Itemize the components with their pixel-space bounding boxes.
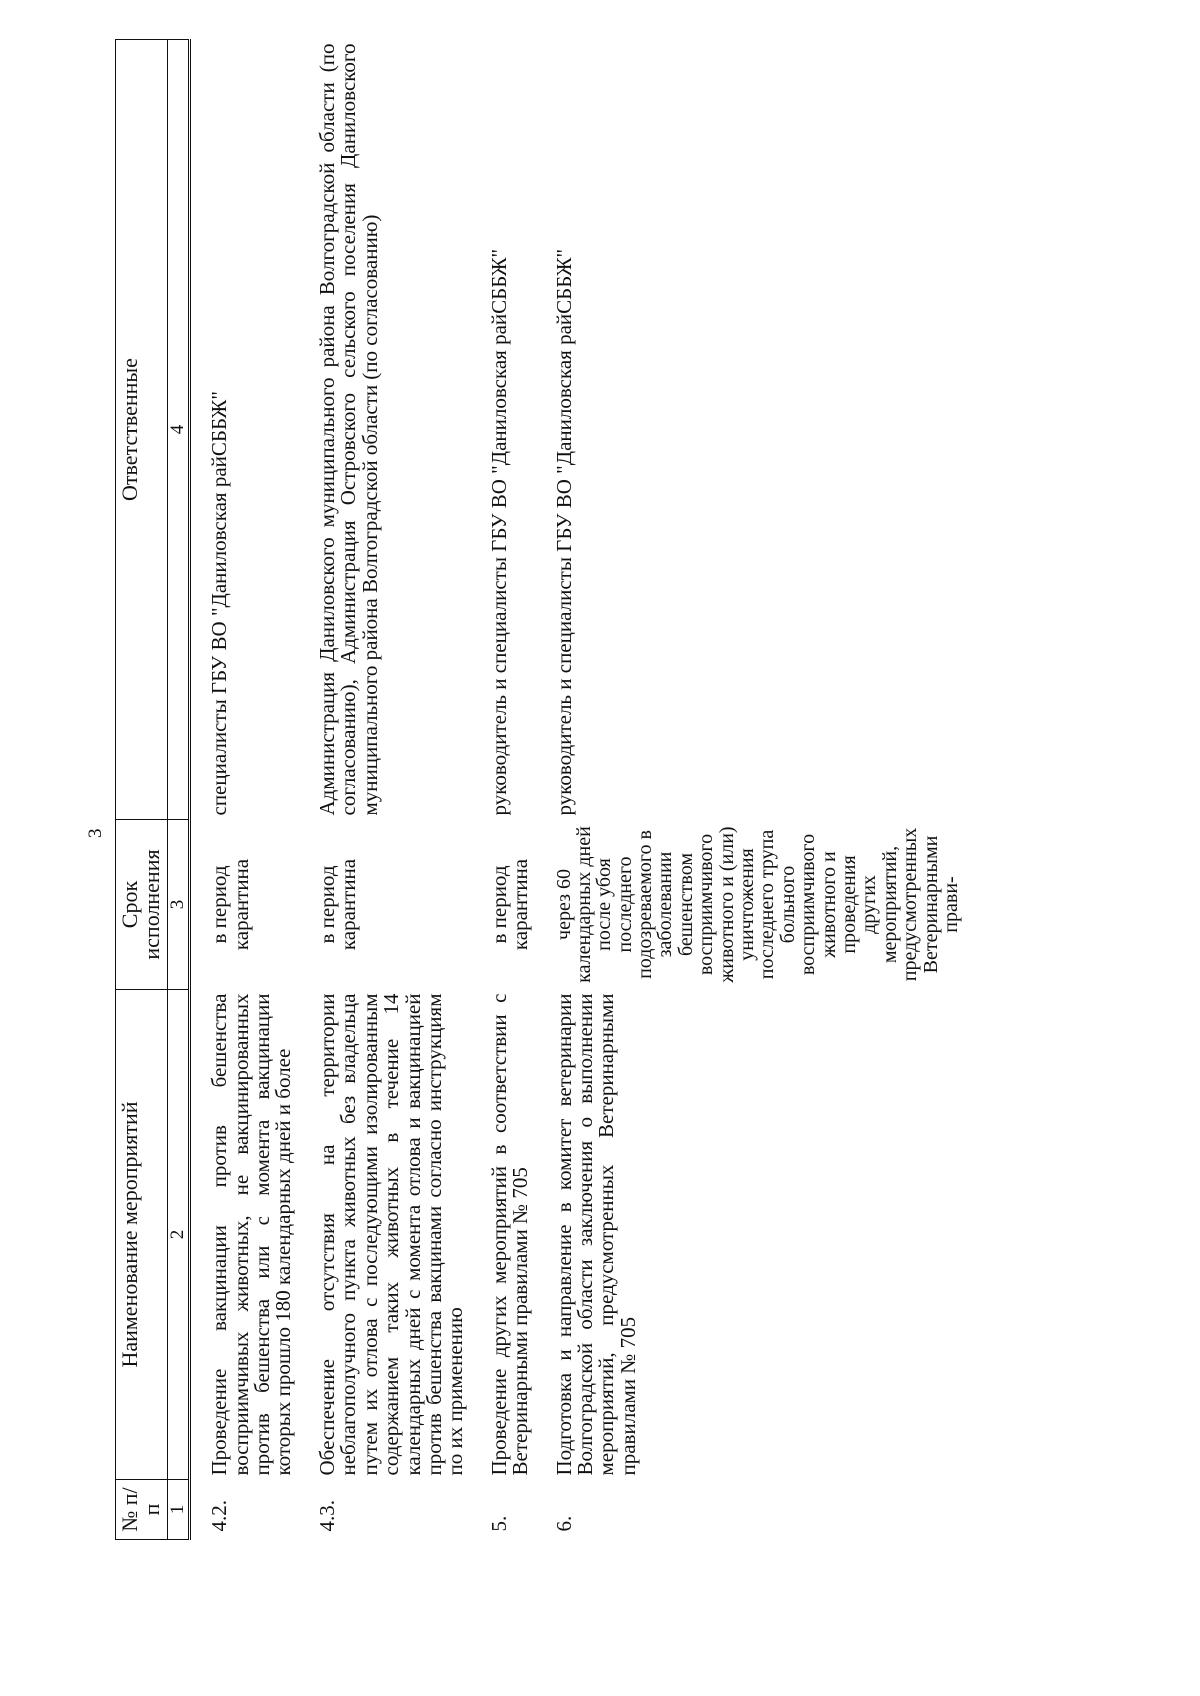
column-number-row — [167, 40, 189, 1540]
table-row — [209, 40, 295, 1540]
table-header-row — [116, 40, 168, 1540]
rotated-page-content — [115, 40, 1115, 1540]
measure-name: Обеспечение отсутствия на территории неблагополучного пункта животных без владельца путем их отлова с последующими изолированным содержанием таких животных в течение 14 календарных дней с момента отлова и вакцинацией против бешенства вакцинами согласно инструкциям по их применению — [314, 993, 468, 1476]
column-number-4: 4 — [167, 40, 189, 820]
header-term: Срок исполнения — [116, 820, 168, 990]
page-number: 3 — [85, 828, 106, 838]
table-row — [554, 40, 962, 1540]
column-number-3: 3 — [167, 820, 189, 990]
row-number: 4.2. — [207, 1500, 232, 1532]
column-number-1: 1 — [167, 1480, 189, 1540]
header-name: Наименование мероприятий — [116, 990, 168, 1480]
measure-responsible: руководитель и специалисты ГБУ ВО "Даниловская райСББЖ" — [486, 248, 511, 816]
table-row — [489, 40, 532, 1540]
column-number-2: 2 — [167, 990, 189, 1480]
measure-responsible: руководитель и специалисты ГБУ ВО "Даниловская райСББЖ" — [551, 248, 576, 816]
table-row — [317, 40, 467, 1540]
measure-responsible: Администрация Даниловского муниципального района Волгоградской области (по согласованию), Администрация Островского сельского поселения Даниловского муниципального района Волгоградской области (по согласованию) — [314, 43, 382, 816]
measure-term: в период карантина — [314, 858, 361, 951]
measure-responsible: специалисты ГБУ ВО "Даниловская райСББЖ" — [207, 391, 232, 816]
measure-term: через 60 календарных дней после убоя последнего подозреваемого в заболевании бешенством восприимчивого животного и (или) уничтожения последнего трупа больного восприимчивого животного и проведения других мероприятий, предусмотренных Ветеринарными прави- — [552, 826, 962, 983]
measure-name: Проведение вакцинации против бешенства восприимчивых животных, не вакцинированных против бешенства или с момента вакцинации которых прошло 180 календарных дней и более — [207, 993, 296, 1476]
row-number: 5. — [486, 1515, 511, 1532]
measure-term: в период карантина — [207, 858, 253, 951]
measures-table — [115, 39, 961, 1540]
measure-term: в период карантина — [486, 858, 533, 951]
measure-name: Проведение других мероприятий в соответствии с Ветеринарными правилами № 705 — [486, 993, 533, 1476]
row-number: 6. — [551, 1515, 576, 1532]
row-number: 4.3. — [314, 1500, 339, 1532]
header-responsible: Ответственные — [116, 40, 168, 820]
measure-name: Подготовка и направление в комитет ветеринарии Волгоградской области заключения о выполнении мероприятий, предусмотренных Ветеринарными правилами № 705 — [551, 993, 640, 1476]
header-num: № п/п — [116, 1480, 168, 1540]
